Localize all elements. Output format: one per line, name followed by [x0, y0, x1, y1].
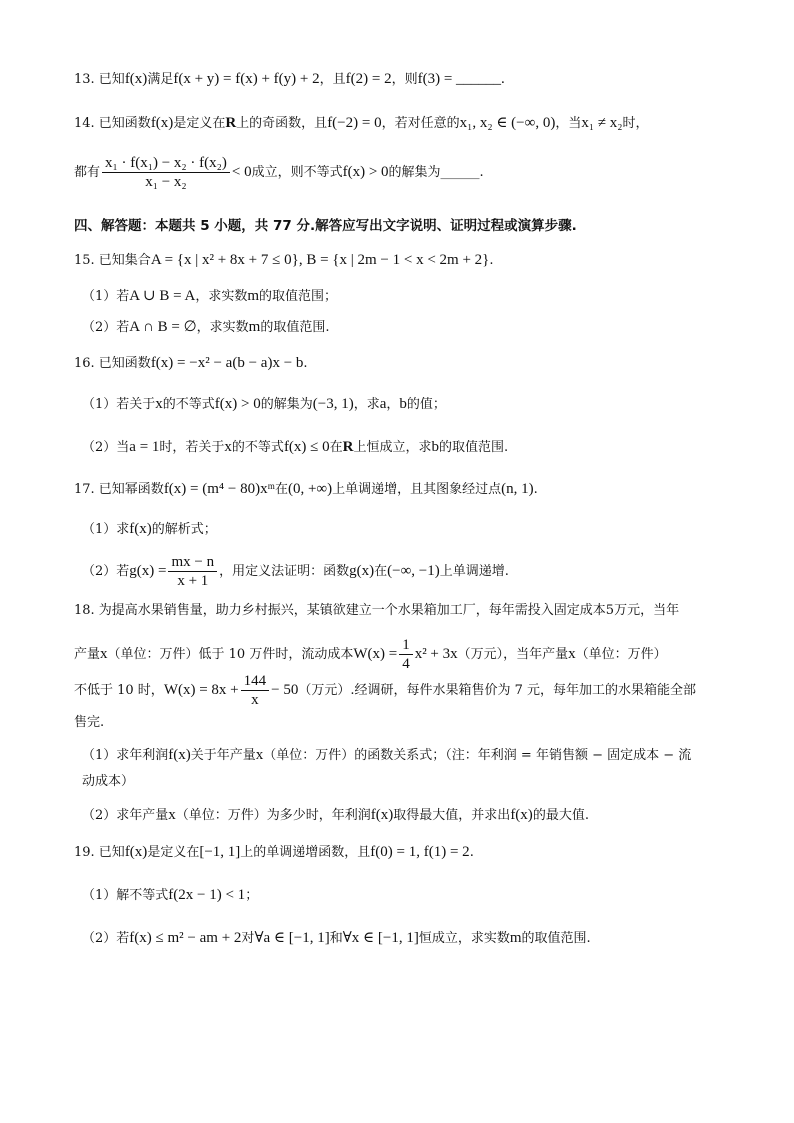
- q18-text: （单位：万件）低于 10 万件时，流动成本: [107, 647, 354, 662]
- q19-text: 是定义在: [147, 845, 200, 860]
- q15-p1-text: （1）若: [82, 289, 130, 304]
- q14-math: f(x) > 0: [342, 164, 389, 180]
- question-18-part1-cont: 动成本）: [82, 774, 135, 789]
- q14-math: x₁, x₂ ∈ (−∞, 0): [459, 115, 556, 131]
- q19-p1-math: f(2x − 1) < 1: [168, 887, 246, 903]
- q17-text: 17. 已知幂函数: [74, 482, 164, 497]
- q15-p2-text: （2）若: [82, 320, 130, 335]
- q18-p2-math: f(x): [510, 807, 533, 823]
- q15-text: .: [489, 253, 494, 268]
- q16-p2-text: 的取值范围.: [439, 440, 509, 455]
- fraction-numerator: mx − n: [168, 553, 217, 572]
- q16-p1-text: ，求: [353, 397, 380, 412]
- q18-text: （单位：万件）: [575, 647, 667, 662]
- question-18-part1: [82, 746, 691, 765]
- q19-math: [−1, 1]: [199, 844, 241, 860]
- q18-text: （万元），当年产量: [457, 647, 569, 662]
- q19-text: .: [469, 845, 474, 860]
- q19-p1-text: （1）解不等式: [82, 888, 169, 903]
- q15-p2-text: ，求实数: [196, 320, 249, 335]
- q16-p1-math: f(x) > 0: [214, 396, 261, 412]
- q17-p2-text: 在: [374, 564, 388, 579]
- q18-p2-text: 的最大值.: [532, 808, 589, 823]
- q17-p2-text: （2）若: [82, 564, 130, 579]
- q16-p2-text: 上恒成立，求: [353, 440, 432, 455]
- fraction-denominator: x₁ − x₂: [145, 174, 187, 190]
- question-18-line1: 18. 为提高水果销售量，助力乡村振兴，某镇欲建立一个水果箱加工厂，每年需投入固定成本5万元，当年: [74, 603, 680, 618]
- q16-p2-math: b: [431, 439, 440, 455]
- q13-math: f(2) = 2: [345, 71, 392, 87]
- q16-p1-text: 的值；: [406, 397, 446, 412]
- q18-math: W(x) = 8x +: [163, 682, 239, 698]
- q19-text: 19. 已知: [74, 845, 125, 860]
- q18-math: − 50: [271, 682, 299, 698]
- q18-fraction: [399, 636, 413, 673]
- q16-text: 16. 已知函数: [74, 356, 151, 371]
- q16-p2-text: 在: [329, 440, 343, 455]
- q16-p2-text: （2）当: [82, 440, 130, 455]
- question-16: [74, 354, 308, 373]
- q16-real-set: R: [342, 439, 354, 455]
- q14-math: f(x): [150, 115, 174, 131]
- question-19-part1: [82, 886, 258, 905]
- q17-text: 在: [274, 482, 288, 497]
- q17-p2-text: ，用定义法证明：函数: [219, 564, 350, 579]
- question-14-line1: [74, 114, 649, 133]
- q16-p1-math: b: [399, 396, 407, 412]
- question-18-line2: [74, 636, 667, 673]
- q18-math: x² + 3x: [414, 646, 458, 662]
- q17-p2-math: g(x) =: [129, 563, 167, 579]
- fraction-numerator: 1: [399, 636, 413, 655]
- q18-text: 产量: [74, 647, 101, 662]
- question-17: [74, 480, 538, 499]
- q14-real-set: R: [225, 115, 237, 131]
- q16-p1-math: x: [155, 396, 163, 412]
- q17-p2-math: g(x): [349, 563, 375, 579]
- q14-text: 成立，则不等式: [251, 165, 343, 180]
- question-18-line3: [74, 672, 696, 709]
- q15-p2-math: m: [248, 319, 261, 335]
- q15-p2-math: A ∩ B = ∅: [129, 319, 197, 335]
- q13-text: ，且: [319, 72, 346, 87]
- q17-math: (n, 1): [501, 481, 534, 497]
- q17-p1-math: f(x): [129, 521, 152, 537]
- q16-p2-math: a = 1: [129, 439, 160, 455]
- fraction-numerator: 144: [241, 672, 270, 691]
- q16-p2-math: x: [224, 439, 232, 455]
- q17-text: 上单调递增，且其图象经过点: [332, 482, 502, 497]
- q18-fraction: [241, 672, 270, 709]
- q14-fraction: [102, 154, 230, 191]
- q18-p2-math: f(x): [370, 807, 394, 823]
- q18-p2-math: x: [168, 807, 176, 823]
- section-header: 四、解答题：本题共 5 小题，共 77 分.解答应写出文字说明、证明过程或演算步骤.: [74, 218, 577, 234]
- q19-p2-math: f(x) ≤ m² − am + 2: [129, 930, 242, 946]
- q19-p2-text: 和: [329, 931, 343, 946]
- q14-text: 的解集为______.: [388, 165, 484, 180]
- fraction-denominator: x + 1: [177, 573, 209, 589]
- q18-p1-text: （1）求年利润: [82, 748, 169, 763]
- q15-p1-text: 的取值范围；: [259, 289, 338, 304]
- q19-p2-math: ∀a ∈ [−1, 1]: [254, 930, 330, 946]
- q18-text: 不低于 10 时，: [74, 683, 164, 698]
- q16-math: f(x) = −x² − a(b − a)x − b: [150, 355, 304, 371]
- q13-math: f(x + y) = f(x) + f(y) + 2: [173, 71, 320, 87]
- q18-text: （万元）.经调研，每件水果箱售价为 7 元，每年加工的水果箱能全部: [298, 683, 697, 698]
- q16-p1-text: 的不等式: [162, 397, 215, 412]
- q13-blank: f(3) = ______.: [417, 71, 505, 87]
- question-19: [74, 843, 474, 862]
- q16-p2-text: 时，若关于: [159, 440, 225, 455]
- q14-math: f(−2) = 0: [327, 115, 382, 131]
- q19-p2-math: ∀x ∈ [−1, 1]: [342, 930, 419, 946]
- q16-p1-text: （1）若关于: [82, 397, 156, 412]
- question-14-line2: [74, 154, 484, 191]
- q16-p2-text: 的不等式: [231, 440, 284, 455]
- q17-fraction: [168, 553, 217, 590]
- q13-text: 13. 已知: [74, 72, 125, 87]
- q18-p1-text: （单位：万件）的函数关系式；（注：年利润 = 年销售额 − 固定成本 − 流: [263, 748, 692, 763]
- q14-text: 是定义在: [173, 116, 226, 131]
- q18-p1-text: 关于年产量: [190, 748, 256, 763]
- q15-p1-math: A ∪ B = A: [129, 288, 196, 304]
- question-15-part2: [82, 318, 329, 337]
- q17-math: (0, +∞): [287, 481, 333, 497]
- q17-p2-text: 上单调递增.: [439, 564, 509, 579]
- q17-math: f(x) = (m⁴ − 80)xᵐ: [163, 481, 275, 497]
- q14-text: 14. 已知函数: [74, 116, 151, 131]
- q19-p2-math: m: [509, 930, 522, 946]
- q17-p1-text: （1）求: [82, 522, 130, 537]
- fraction-denominator: x: [251, 692, 259, 708]
- q15-p2-text: 的取值范围.: [260, 320, 330, 335]
- q14-text: 时，: [622, 116, 649, 131]
- question-18-part2: [82, 806, 589, 825]
- q15-p1-text: ，求实数: [195, 289, 248, 304]
- q14-text: ，当: [555, 116, 582, 131]
- q18-p2-text: （单位：万件）为多少时，年利润: [175, 808, 371, 823]
- q14-text: ，若对任意的: [381, 116, 460, 131]
- q19-p2-text: 恒成立，求实数: [418, 931, 510, 946]
- q16-p1-text: 的解集为: [260, 397, 313, 412]
- question-17-part2: [82, 553, 509, 590]
- q16-text: .: [303, 356, 308, 371]
- question-18-line4: 售完.: [74, 715, 105, 730]
- question-13: [74, 70, 505, 89]
- fraction-denominator: 4: [402, 656, 410, 672]
- q13-math: f(x): [124, 71, 148, 87]
- q17-text: .: [533, 482, 538, 497]
- q19-p2-text: 对: [241, 931, 255, 946]
- q15-text: 15. 已知集合: [74, 253, 151, 268]
- question-16-part1: [82, 395, 446, 414]
- q18-math: x: [568, 646, 576, 662]
- q13-text: 满足: [147, 72, 174, 87]
- q14-text: 都有: [74, 165, 101, 180]
- q18-p2-text: 取得最大值，并求出: [393, 808, 511, 823]
- q16-p1-math: (−3, 1): [312, 396, 354, 412]
- q19-math: f(0) = 1, f(1) = 2: [370, 844, 470, 860]
- q19-p1-text: ；: [245, 888, 259, 903]
- q19-math: f(x): [124, 844, 148, 860]
- q16-p1-text: ，: [386, 397, 400, 412]
- q18-p2-text: （2）求年产量: [82, 808, 169, 823]
- q15-p1-math: m: [247, 288, 260, 304]
- q16-p1-math: a: [379, 396, 387, 412]
- q15-math: A = {x | x² + 8x + 7 ≤ 0}, B = {x | 2m − 1 < x < 2m + 2}: [150, 252, 490, 268]
- question-17-part1: [82, 520, 217, 539]
- question-15-part1: [82, 287, 337, 306]
- q19-p2-text: （2）若: [82, 931, 130, 946]
- q13-text: ，则: [391, 72, 418, 87]
- question-16-part2: [82, 438, 508, 457]
- q18-math: W(x) =: [353, 646, 398, 662]
- q18-math: x: [100, 646, 108, 662]
- q18-p1-math: f(x): [168, 747, 191, 763]
- q19-p2-text: 的取值范围.: [521, 931, 591, 946]
- q17-p2-math: (−∞, −1): [387, 563, 440, 579]
- q14-text: 上的奇函数，且: [236, 116, 328, 131]
- q17-p1-text: 的解析式；: [151, 522, 217, 537]
- question-19-part2: [82, 929, 591, 948]
- q19-text: 上的单调递增函数，且: [240, 845, 371, 860]
- fraction-numerator: x₁ · f(x₁) − x₂ · f(x₂): [102, 154, 230, 173]
- q14-math: x₁ ≠ x₂: [581, 115, 623, 131]
- question-15: [74, 251, 494, 270]
- q14-math: < 0: [231, 164, 252, 180]
- q18-p1-math: x: [255, 747, 264, 763]
- q16-p2-math: f(x) ≤ 0: [283, 439, 330, 455]
